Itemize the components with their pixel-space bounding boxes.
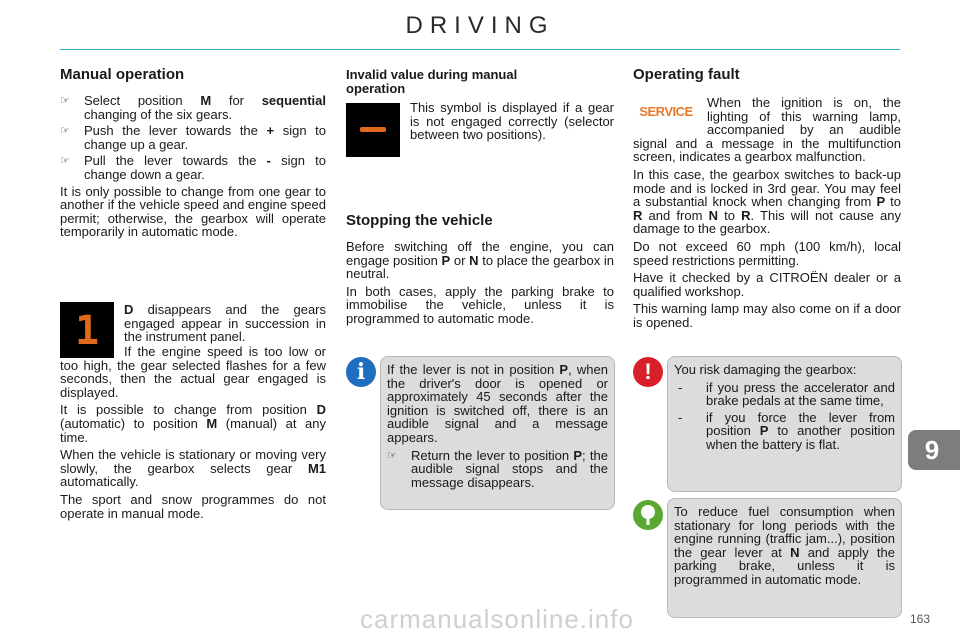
header-rule — [60, 49, 900, 50]
warning-icon: ! — [633, 357, 663, 387]
list-item: - if you press the accelerator and brake pedals at the same time, — [678, 379, 895, 409]
warning-box: You risk damaging the gearbox: - if you press the accelerator and brake pedals at the same time, - if you force the lever from position P to another position when the battery is flat. — [667, 356, 902, 492]
operating-fault-heading: Operating fault — [633, 66, 740, 83]
invalid-value-heading: Invalid value during manual operation — [346, 67, 518, 96]
manual-operation-section — [60, 66, 326, 83]
info-icon: i — [346, 357, 376, 387]
eco-box: To reduce fuel consumption when stationary for long periods with the engine running (traffic jam...), position the gear lever at N and apply the parking brake, unless it is programmed in automatic mode. — [667, 498, 902, 618]
arrow-icon: ☞ — [60, 125, 70, 138]
display-text-block: D disappears and the gears engaged appear in succession in the instrument panel. — [124, 302, 326, 345]
stopping-heading: Stopping the vehicle — [346, 212, 493, 229]
manual-operation-paragraph: It is only possible to change from one gear to another if the vehicle speed and engine speed permit; otherwise, the gearbox will operate temporarily in automatic mode. — [60, 183, 326, 240]
service-warning-icon: SERVICE — [639, 103, 693, 119]
list-item: ☞ Pull the lever towards the - sign to change down a gear. — [60, 153, 326, 182]
gear-display-icon: 1 — [60, 302, 114, 358]
chapter-tab: 9 — [908, 430, 960, 470]
stopping-body: Before switching off the engine, you can engage position P or N to place the gearbox in neutral. In both cases, apply the parking brake to immobilise the vehicle, unless it is programmed to automatic mode. — [346, 239, 614, 326]
invalid-value-text: This symbol is displayed if a gear is not engaged correctly (selector between two positions). — [410, 100, 614, 143]
eco-tree-icon — [633, 500, 663, 530]
list-item: ☞ Return the lever to position P; the audible signal stops and the message disappears. — [387, 447, 609, 490]
manual-operation-body — [60, 94, 326, 243]
list-item: ☞ Select position M for sequential changing of the six gears. — [60, 93, 326, 122]
operating-fault-p1: When the ignition is on, the lighting of this warning lamp, accompanied by an audible signal and a message in the multifunction screen, indicates a gearbox malfunction. — [633, 95, 901, 165]
arrow-icon: ☞ — [60, 95, 70, 107]
page-number: 163 — [910, 612, 931, 626]
manual-operation-body-2: If the engine speed is too low or too high, the gear selected flashes for a few seconds, then the actual gear engaged is displayed. It is possible to change from position D (automatic) to position M (manual) at any time. When the vehicle is stationary or moving very slowly, the gearbox selects gear M1 automatically. The sport and snow programmes do not operate in manual mode. — [60, 344, 326, 521]
watermark: carmanualsonline.info — [360, 604, 634, 634]
arrow-icon: ☞ — [60, 155, 70, 168]
manual-operation-heading: Manual operation — [60, 66, 185, 83]
invalid-gear-icon — [346, 103, 400, 157]
info-box: If the lever is not in position P, when the driver's door is opened or approximately 45 seconds after the ignition is switched off, there is an audible signal and a message appears. ☞ Return the lever to position P; the audible signal stops and the message disappears. — [380, 356, 615, 510]
operating-fault-body: When the ignition is on, the lighting of this warning lamp, accompanied by an audible signal and a message in the multifunction screen, indicates a gearbox malfunction. In this case, the gearbox switches to back-up mode and is locked in 3rd gear. You may feel a substantial knock when changing from P to R and from N to R. This will not cause any damage to the gearbox. Do not exceed 60 mph (100 km/h), local speed restrictions permitting. Have it checked by a CITROËN dealer or a qualified workshop. This warning lamp may also come on if a door is opened. — [633, 95, 901, 330]
list-item: - if you force the lever from position P to another position when the battery is flat. — [678, 409, 896, 452]
arrow-icon: ☞ — [387, 449, 397, 462]
page-title: DRIVING — [405, 12, 555, 39]
list-item: ☞ Push the lever towards the + sign to change up a gear. — [60, 123, 326, 152]
